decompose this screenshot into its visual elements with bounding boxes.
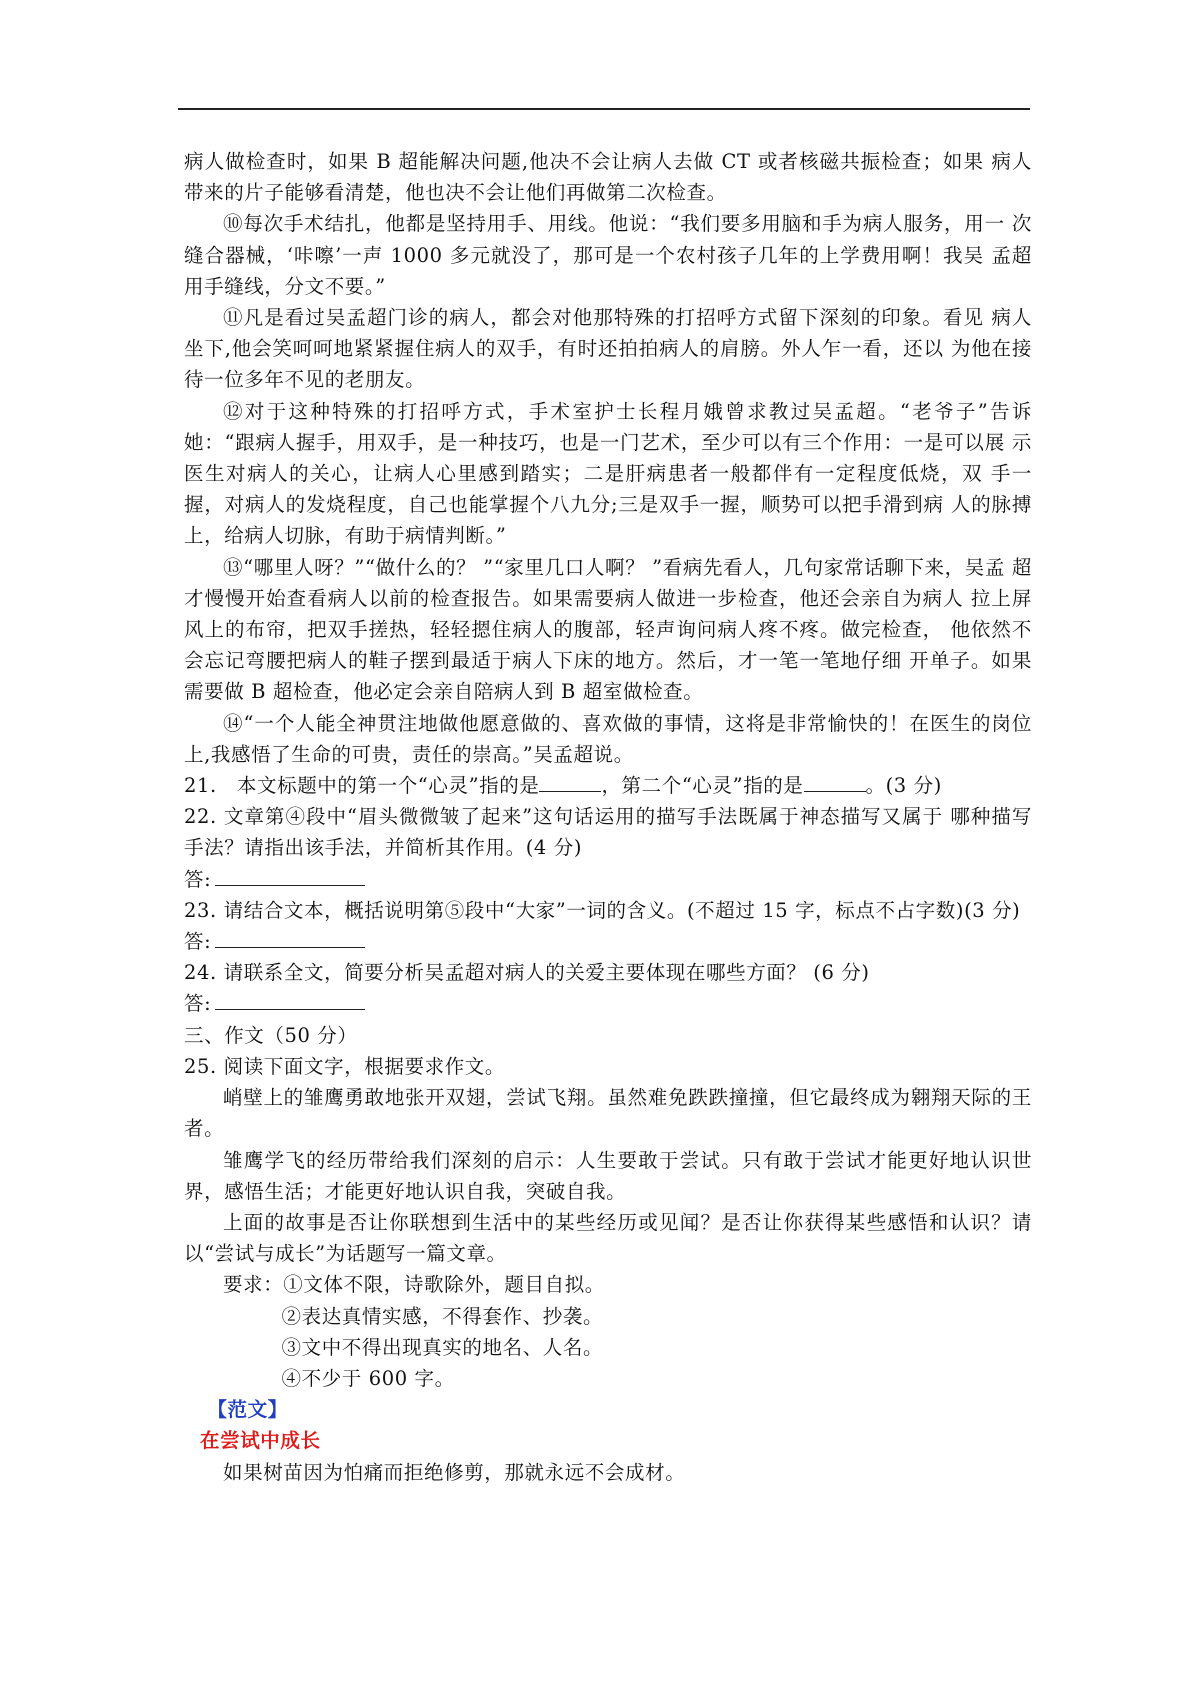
paragraph-10: ⑩每次手术结扎，他都是坚持用手、用线。他说：“我们要多用脑和手为病人服务，用一 次缝合器械，‘咔嚓’一声 1000 多元就没了，那可是一个农村孩子几年的上学费用啊！我吴 孟超用手缝线，分文不要。” — [184, 212, 1032, 298]
question-24: 24. 请联系全文，简要分析吴孟超对病人的关爱主要体现在哪些方面？ (6 分) — [184, 961, 870, 985]
answer-label: 答: — [184, 930, 212, 954]
answer-label: 答: — [184, 867, 212, 891]
answer-field-23[interactable] — [215, 927, 365, 948]
answer-line-22 — [184, 864, 1032, 895]
section-title-composition: 三、作文（50 分） — [184, 1023, 358, 1047]
question-21-part-b: ，第二个“心灵”指的是 — [601, 774, 804, 798]
sample-essay-label: 【范文】 — [207, 1398, 288, 1422]
question-21-part-a: 21. 本文标题中的第一个“心灵”指的是 — [184, 774, 540, 798]
requirement-4: ④不少于 600 字。 — [281, 1366, 455, 1390]
composition-material-2: 雏鹰学飞的经历带给我们深刻的启示：人生要敢于尝试。只有敢于尝试才能更好地认识世界，感悟生活；才能更好地认识自我，突破自我。 — [184, 1148, 1032, 1203]
answer-blank-1[interactable] — [539, 773, 601, 792]
sample-essay-title: 在尝试中成长 — [200, 1429, 321, 1453]
answer-blank-2[interactable] — [804, 773, 866, 792]
document-body — [184, 146, 1032, 1488]
answer-field-22[interactable] — [215, 865, 365, 886]
question-25: 25. 阅读下面文字，根据要求作文。 — [184, 1054, 506, 1078]
paragraph-11: ⑪凡是看过吴孟超门诊的病人，都会对他那特殊的打招呼方式留下深刻的印象。看见 病人坐下,他会笑呵呵地紧紧握住病人的双手，有时还拍拍病人的肩膀。外人乍一看，还以 为他在接待一位多年不见的老朋友。 — [184, 306, 1032, 392]
answer-line-23 — [184, 926, 1032, 957]
paragraph-continued: 病人做检查时，如果 B 超能解决问题,他决不会让病人去做 CT 或者核磁共振检查；如果 病人带来的片子能够看清楚，他也决不会让他们再做第二次检查。 — [184, 150, 1032, 205]
question-23: 23. 请结合文本，概括说明第⑤段中“大家”一词的含义。(不超过 15 字，标点不占字数)(3 分) — [184, 898, 1021, 922]
question-21 — [184, 770, 1032, 801]
header-rule — [178, 108, 1030, 110]
answer-field-24[interactable] — [215, 989, 365, 1010]
requirement-2: ②表达真情实感，不得套作、抄袭。 — [281, 1304, 604, 1328]
requirement-3: ③文中不得出现真实的地名、人名。 — [281, 1335, 604, 1359]
answer-line-24 — [184, 988, 1032, 1019]
paragraph-12: ⑫对于这种特殊的打招呼方式，手术室护士长程月娥曾求教过吴孟超。“老爷子”告诉她：“跟病人握手，用双手，是一种技巧，也是一门艺术，至少可以有三个作用：一是可以展 示医生对病人的关心，让病人心里感到踏实；二是肝病患者一般都伴有一定程度低烧，双 手一握，对病人的发烧程度，自己也能掌握个八九分;三是双手一握，顺势可以把手滑到病 人的脉搏上，给病人切脉，有助于病情判断。” — [184, 399, 1032, 548]
sample-essay-first-line: 如果树苗因为怕痛而拒绝修剪，那就永远不会成材。 — [223, 1460, 686, 1484]
paragraph-14: ⑭“一个人能全神贯注地做他愿意做的、喜欢做的事情，这将是非常愉快的！在医生的岗位上,我感悟了生命的可贵，责任的崇高。”吴孟超说。 — [184, 711, 1032, 766]
question-22: 22. 文章第④段中“眉头微微皱了起来”这句话运用的描写手法既属于神态描写又属于 哪种描写手法？请指出该手法，并简析其作用。(4 分) — [184, 805, 1032, 860]
composition-material-1: 峭壁上的雏鹰勇敢地张开双翅，尝试飞翔。虽然难免跌跌撞撞，但它最终成为翱翔天际的王者。 — [184, 1086, 1032, 1141]
answer-label: 答: — [184, 992, 212, 1016]
paragraph-13: ⑬“哪里人呀？”“做什么的？ ”“家里几口人啊？ ”看病先看人，几句家常话聊下来，吴孟 超才慢慢开始查看病人以前的检查报告。如果需要病人做进一步检查，他还会亲自为病人 拉上屏风上的布帘，把双手搓热，轻轻摁住病人的腹部，轻声询问病人疼不疼。做完检查， 他依然不会忘记弯腰把病人的鞋子摆到最适于病人下床的地方。然后，才一笔一笔地仔细 开单子。如果需要做 B 超检查，他必定会亲自陪病人到 B 超室做检查。 — [184, 555, 1032, 704]
question-21-part-c: 。(3 分) — [865, 774, 942, 798]
composition-prompt: 上面的故事是否让你联想到生活中的某些经历或见闻？是否让你获得某些感悟和认识？请以“尝试与成长”为话题写一篇文章。 — [184, 1210, 1032, 1266]
requirement-1: 要求：①文体不限，诗歌除外，题目自拟。 — [223, 1273, 605, 1297]
